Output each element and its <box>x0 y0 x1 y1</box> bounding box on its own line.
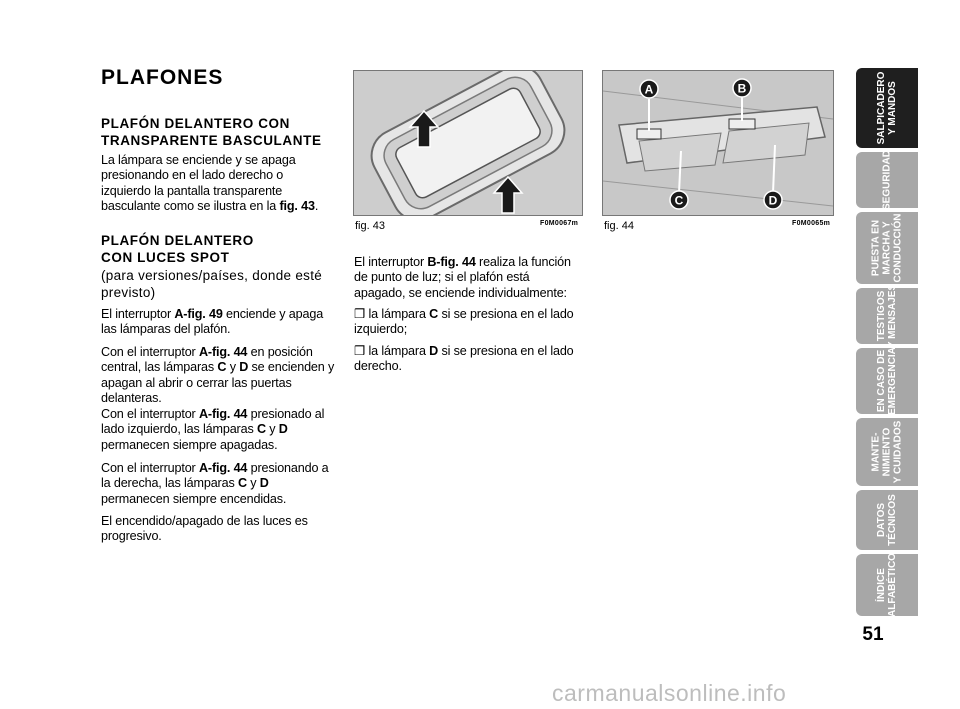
callout-label-b <box>733 79 751 97</box>
figure-43 <box>353 70 583 216</box>
callout-text: B <box>737 81 747 96</box>
bullet-item: ❒ la lámpara C si se presiona en el lado izquierdo; <box>354 307 574 337</box>
tab-indice-alfabetico[interactable] <box>856 554 918 616</box>
paragraph: El encendido/apagado de las luces es progresivo. <box>101 514 308 544</box>
tab-testigos-y-mensajes[interactable] <box>856 283 918 349</box>
watermark: carmanualsonline.info <box>552 680 787 706</box>
tab-label: SALPICADERO Y MANDOS <box>876 71 898 145</box>
tab-datos-tecnicos[interactable] <box>856 490 918 550</box>
bullet-box-icon: ❒ <box>354 344 366 358</box>
heading-line: PLAFÓN DELANTERO CON <box>101 116 290 131</box>
tab-label: ÍNDICE ALFABÉTICO <box>876 553 898 617</box>
heading-line: TRANSPARENTE BASCULANTE <box>101 133 322 148</box>
figure-44 <box>602 70 834 216</box>
callout-label-c <box>670 191 688 209</box>
overhead-lamp-illustration <box>354 71 582 215</box>
callout-text: A <box>644 82 654 97</box>
section-heading-2 <box>101 232 336 266</box>
availability-note: (para versiones/países, donde esté previsto) <box>101 268 323 300</box>
tab-puesta-en-marcha[interactable] <box>856 212 918 284</box>
tab-label: TESTIGOS Y MENSAJES <box>876 283 898 349</box>
heading-line: PLAFÓN DELANTERO <box>101 233 254 248</box>
paragraph: Con el interruptor A-fig. 44 en posición central, las lámparas C y D se encienden y apagan al abrir o cerrar las puertas delanteras. <box>101 345 335 406</box>
paragraph: Con el interruptor A-fig. 44 presionado al lado izquierdo, las lámparas C y D permanecen siempre apagadas. <box>101 407 325 452</box>
paragraph: Con el interruptor A-fig. 44 presionando a la derecha, las lámparas C y D permanecen siempre encendidas. <box>101 461 329 506</box>
tab-label: MANTE- NIMIENTO Y CUIDADOS <box>870 420 904 484</box>
tab-salpicadero-y-mandos[interactable] <box>856 68 918 148</box>
tab-en-caso-de-emergencia[interactable] <box>856 348 918 414</box>
figure-caption: fig. 44 <box>604 220 634 232</box>
fig-reference: A-fig. 44 <box>198 461 248 475</box>
figure-caption: fig. 43 <box>355 220 385 232</box>
page-title: PLAFONES <box>101 66 224 89</box>
callout-text: D <box>768 193 778 208</box>
figure-code: F0M0067m <box>540 220 579 227</box>
paragraph: El interruptor A-fig. 49 enciende y apaga las lámparas del plafón. <box>101 307 324 337</box>
callout-label-a <box>640 80 658 98</box>
callout-text: C <box>674 193 684 208</box>
tab-label: DATOS TÉCNICOS <box>876 494 898 546</box>
tab-label: EN CASO DE EMERGENCIA <box>876 347 898 415</box>
heading-line: CON LUCES SPOT <box>101 250 230 265</box>
tab-mantenimiento-y-cuidados[interactable] <box>856 418 918 486</box>
tab-label: SEGURIDAD <box>881 149 893 211</box>
fig-reference: A-fig. 44 <box>198 345 248 359</box>
callout-label-d <box>764 191 782 209</box>
paragraph: El interruptor B-fig. 44 realiza la función de punto de luz; si el plafón está apagado, se enciende individualmente: <box>354 255 571 300</box>
fig-reference: A-fig. 49 <box>174 307 223 321</box>
spot-lamp-illustration <box>603 71 833 215</box>
page-number: 51 <box>862 624 884 645</box>
tab-label: PUESTA EN MARCHA Y CONDUCCIÓN <box>870 213 904 283</box>
tab-seguridad[interactable] <box>856 149 918 211</box>
fig-reference: fig. 43 <box>279 199 315 214</box>
paragraph-fig43: La lámpara se enciende y se apaga presionando en el lado derecho o izquierdo la pantalla transparente basculante como se ilustra en la fig. 43. <box>101 153 319 214</box>
bullet-box-icon: ❒ <box>354 307 366 321</box>
bullet-item: ❒ la lámpara D si se presiona en el lado derecho. <box>354 344 574 374</box>
fig-reference: A-fig. 44 <box>198 407 248 421</box>
figure-code: F0M0065m <box>792 220 831 227</box>
section-heading-1 <box>101 115 336 149</box>
fig-reference: B-fig. 44 <box>427 255 476 269</box>
